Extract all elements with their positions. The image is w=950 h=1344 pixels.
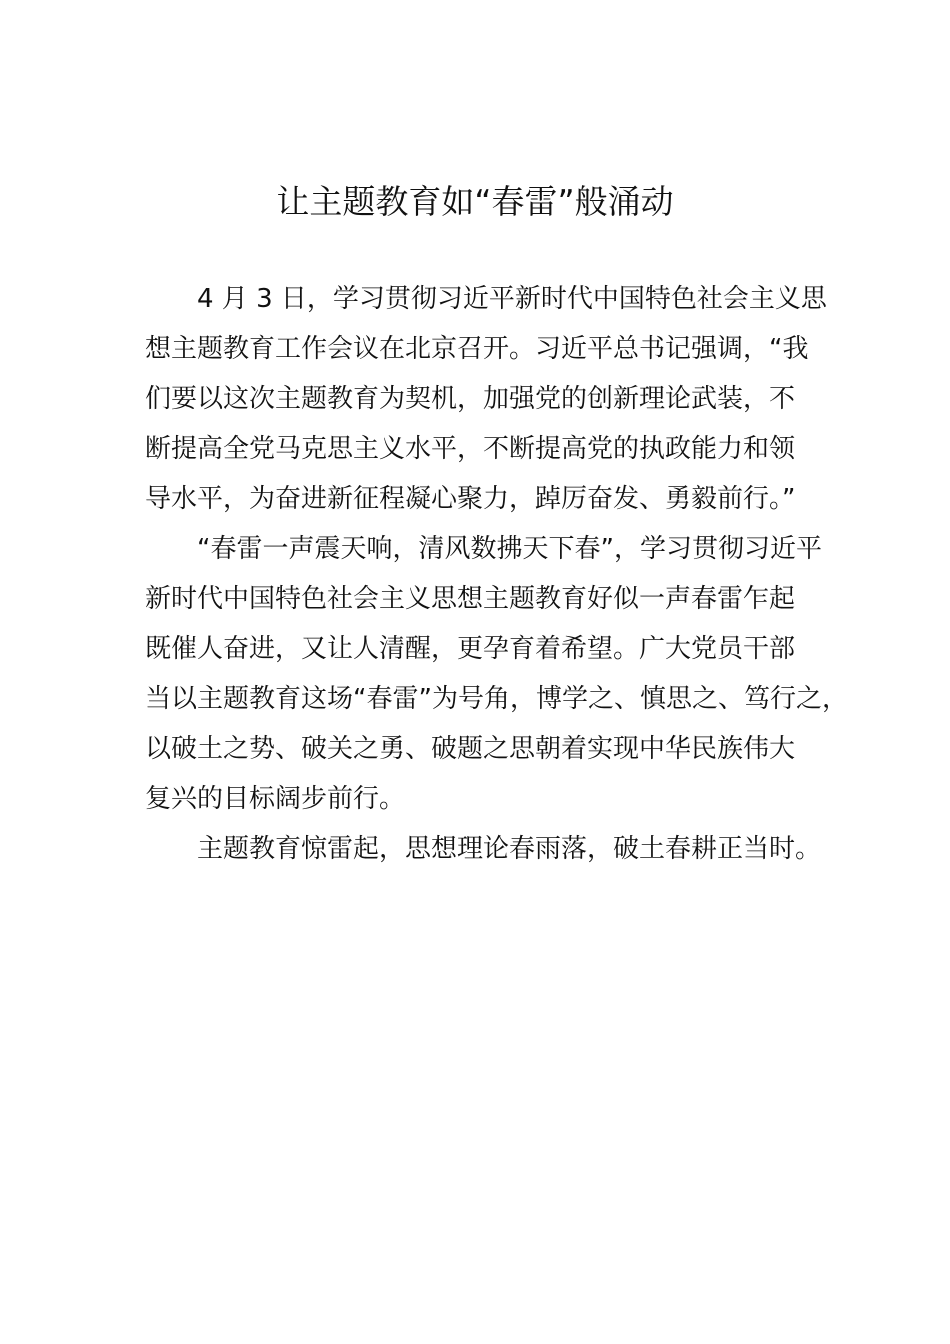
paragraph-line: 当以主题教育这场“春雷”为号角，博学之、慎思之、笃行之， — [145, 684, 848, 714]
paragraph-line: 4 月 3 日，学习贯彻习近平新时代中国特色社会主义思 — [197, 284, 827, 314]
paragraph-line: 既催人奋进，又让人清醒，更孕育着希望。广大党员干部 — [145, 634, 796, 664]
paragraph-line: 断提高全党马克思主义水平，不断提高党的执政能力和领 — [145, 434, 796, 464]
document-title: 让主题教育如“春雷”般涌动 — [276, 182, 674, 221]
paragraph-line: “春雷一声震天响，清风数拂天下春”，学习贯彻习近平 — [197, 534, 822, 564]
paragraph-2 — [145, 524, 848, 824]
paragraph-3 — [145, 824, 835, 874]
paragraph-1 — [145, 274, 835, 524]
paragraph-line: 主题教育惊雷起，思想理论春雨落，破土春耕正当时。 — [197, 834, 822, 864]
paragraph-line: 们要以这次主题教育为契机，加强党的创新理论武装，不 — [145, 384, 796, 414]
document-body — [145, 274, 848, 874]
paragraph-line: 以破土之势、破关之勇、破题之思朝着实现中华民族伟大 — [145, 734, 796, 764]
paragraph-line: 新时代中国特色社会主义思想主题教育好似一声春雷乍起 — [145, 584, 796, 614]
paragraph-line: 想主题教育工作会议在北京召开。习近平总书记强调，“我 — [145, 334, 809, 364]
paragraph-line: 复兴的目标阔步前行。 — [145, 784, 406, 814]
paragraph-line: 导水平，为奋进新征程凝心聚力，踔厉奋发、勇毅前行。” — [145, 484, 796, 514]
